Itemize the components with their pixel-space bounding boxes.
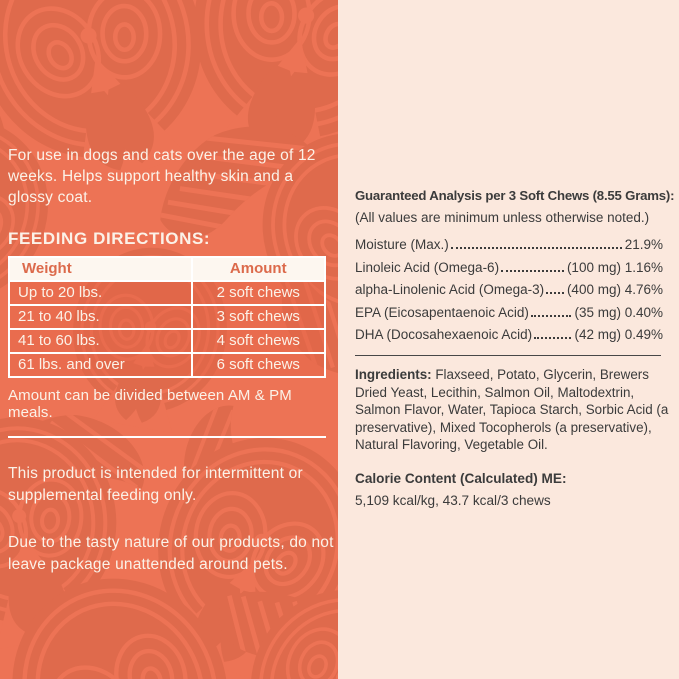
feeding-table <box>8 256 326 378</box>
analysis-value: (400 mg) 4.76% <box>566 282 663 297</box>
dot-leader <box>531 315 572 317</box>
dot-leader <box>501 270 564 272</box>
analysis-ingredients-divider <box>355 355 661 356</box>
analysis-rows <box>355 237 663 342</box>
section-divider <box>8 436 326 438</box>
weight-cell: 41 to 60 lbs. <box>9 329 192 353</box>
feeding-table-row <box>9 329 325 353</box>
weight-cell: 61 lbs. and over <box>9 353 192 377</box>
analysis-value: (100 mg) 1.16% <box>566 259 663 275</box>
analysis-row <box>355 282 663 297</box>
analysis-row <box>355 237 663 252</box>
product-use-text: For use in dogs and cats over the age of 12 weeks. Helps support healthy skin and a glossy coat. <box>8 147 316 206</box>
analysis-label: Moisture (Max.) <box>355 237 449 252</box>
dot-leader <box>546 292 564 294</box>
analysis-label: alpha-Linolenic Acid (Omega-3) <box>355 282 545 297</box>
analysis-row <box>355 327 663 342</box>
weight-cell: Up to 20 lbs. <box>9 281 192 305</box>
feeding-table-row <box>9 353 325 377</box>
analysis-value: (42 mg) 0.49% <box>574 327 663 342</box>
right-panel <box>338 0 679 679</box>
analysis-row <box>355 305 663 320</box>
dot-leader <box>534 337 571 339</box>
analysis-value: 21.9% <box>624 237 663 252</box>
dot-leader <box>451 247 622 249</box>
ingredients-text <box>355 366 669 454</box>
weight-cell: 21 to 40 lbs. <box>9 305 192 329</box>
amount-cell: 4 soft chews <box>192 329 325 353</box>
left-panel <box>0 0 338 679</box>
left-panel-content <box>0 0 338 576</box>
analysis-value: (35 mg) 0.40% <box>574 304 663 320</box>
amount-cell: 2 soft chews <box>192 281 325 305</box>
ingredients-list: Flaxseed, Potato, Glycerin, Brewers Dried Yeast, Lecithin, Salmon Oil, Maltodextrin, Salmon Flavor, Water, Tapioca Starch, Sorbic Acid (a preservative), Mixed Tocopherols (a preservative), Natural Flavoring, Vegetable Oil. <box>355 367 669 452</box>
feeding-table-header-weight: Weight <box>9 257 192 281</box>
feeding-directions-heading: FEEDING DIRECTIONS: <box>8 229 211 248</box>
feeding-table-row <box>9 305 325 329</box>
guaranteed-analysis-heading: Guaranteed Analysis per 3 Soft Chews (8.55 Grams): <box>355 188 675 203</box>
feeding-table-header-row <box>9 257 325 281</box>
analysis-subnote: (All values are minimum unless otherwise noted.) <box>355 210 650 225</box>
intermittent-feeding-note: This product is intended for intermittent or supplemental feeding only. <box>8 465 303 504</box>
caution-note: Due to the tasty nature of our products, do not leave package unattended around pets. <box>8 534 334 573</box>
analysis-label: Linoleic Acid (Omega-6) <box>355 259 500 275</box>
calorie-content-heading: Calorie Content (Calculated) ME: <box>355 470 567 486</box>
feeding-note: Amount can be divided between AM & PM meals. <box>8 387 292 421</box>
ingredients-label: Ingredients: <box>355 367 432 382</box>
calorie-content-value: 5,109 kcal/kg, 43.7 kcal/3 chews <box>355 492 551 508</box>
feeding-table-header-amount: Amount <box>192 257 325 281</box>
analysis-label: EPA (Eicosapentaenoic Acid) <box>355 304 529 320</box>
amount-cell: 3 soft chews <box>192 305 325 329</box>
feeding-table-row <box>9 281 325 305</box>
analysis-row <box>355 260 663 275</box>
analysis-label: DHA (Docosahexaenoic Acid) <box>355 327 533 342</box>
amount-cell: 6 soft chews <box>192 353 325 377</box>
